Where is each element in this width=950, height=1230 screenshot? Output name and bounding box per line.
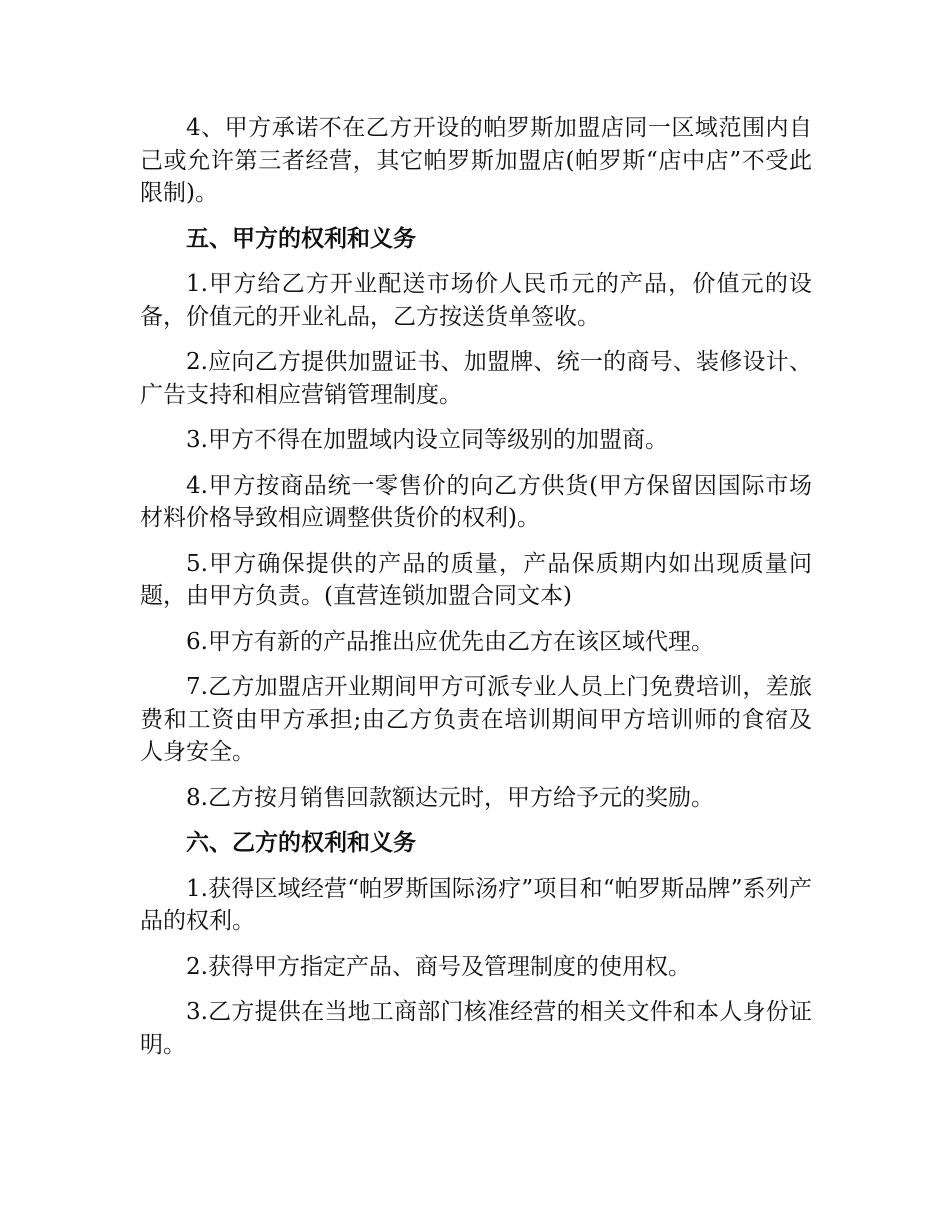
section-5-item-4: 4.甲方按商品统一零售价的向乙方供货(甲方保留因国际市场材料价格导致相应调整供货价的权利)。 — [140, 472, 812, 531]
section-6-item-3: 3.乙方提供在当地工商部门核准经营的相关文件和本人身份证明。 — [140, 999, 812, 1058]
section-6-heading: 六、乙方的权利和义务 — [186, 829, 416, 856]
section-6-item-1: 1.获得区域经营“帕罗斯国际汤疗”项目和“帕罗斯品牌”系列产品的权利。 — [140, 875, 812, 934]
section-5-heading: 五、甲方的权利和义务 — [186, 224, 416, 252]
section-5-item-5: 5.甲方确保提供的产品的质量，产品保质期内如出现质量问题，由甲方负责。(直营连锁加盟合同文本) — [140, 550, 812, 609]
section-5-item-2: 2.应向乙方提供加盟证书、加盟牌、统一的商号、装修设计、广告支持和相应营销管理制度。 — [140, 349, 812, 408]
section-5-item-8: 8.乙方按月销售回款额达元时，甲方给予元的奖励。 — [186, 784, 714, 811]
section-5-item-7: 7.乙方加盟店开业期间甲方可派专业人员上门免费培训，差旅费和工资由甲方承担;由乙方负责在培训期间甲方培训师的食宿及人身安全。 — [140, 674, 812, 765]
clause-4-paragraph: 4、甲方承诺不在乙方开设的帕罗斯加盟店同一区域范围内自己或允许第三者经营，其它帕罗斯加盟店(帕罗斯“店中店”不受此限制)。 — [140, 115, 812, 206]
section-5-item-3: 3.甲方不得在加盟域内设立同等级别的加盟商。 — [186, 427, 668, 453]
section-5-item-6: 6.甲方有新的产品推出应优先由乙方在该区域代理。 — [186, 628, 714, 655]
section-6-item-2: 2.获得甲方指定产品、商号及管理制度的使用权。 — [186, 953, 691, 980]
section-5-item-1: 1.甲方给乙方开业配送市场价人民币元的产品，价值元的设备，价值元的开业礼品，乙方按送货单签收。 — [140, 271, 812, 330]
document-page — [140, 112, 812, 1074]
